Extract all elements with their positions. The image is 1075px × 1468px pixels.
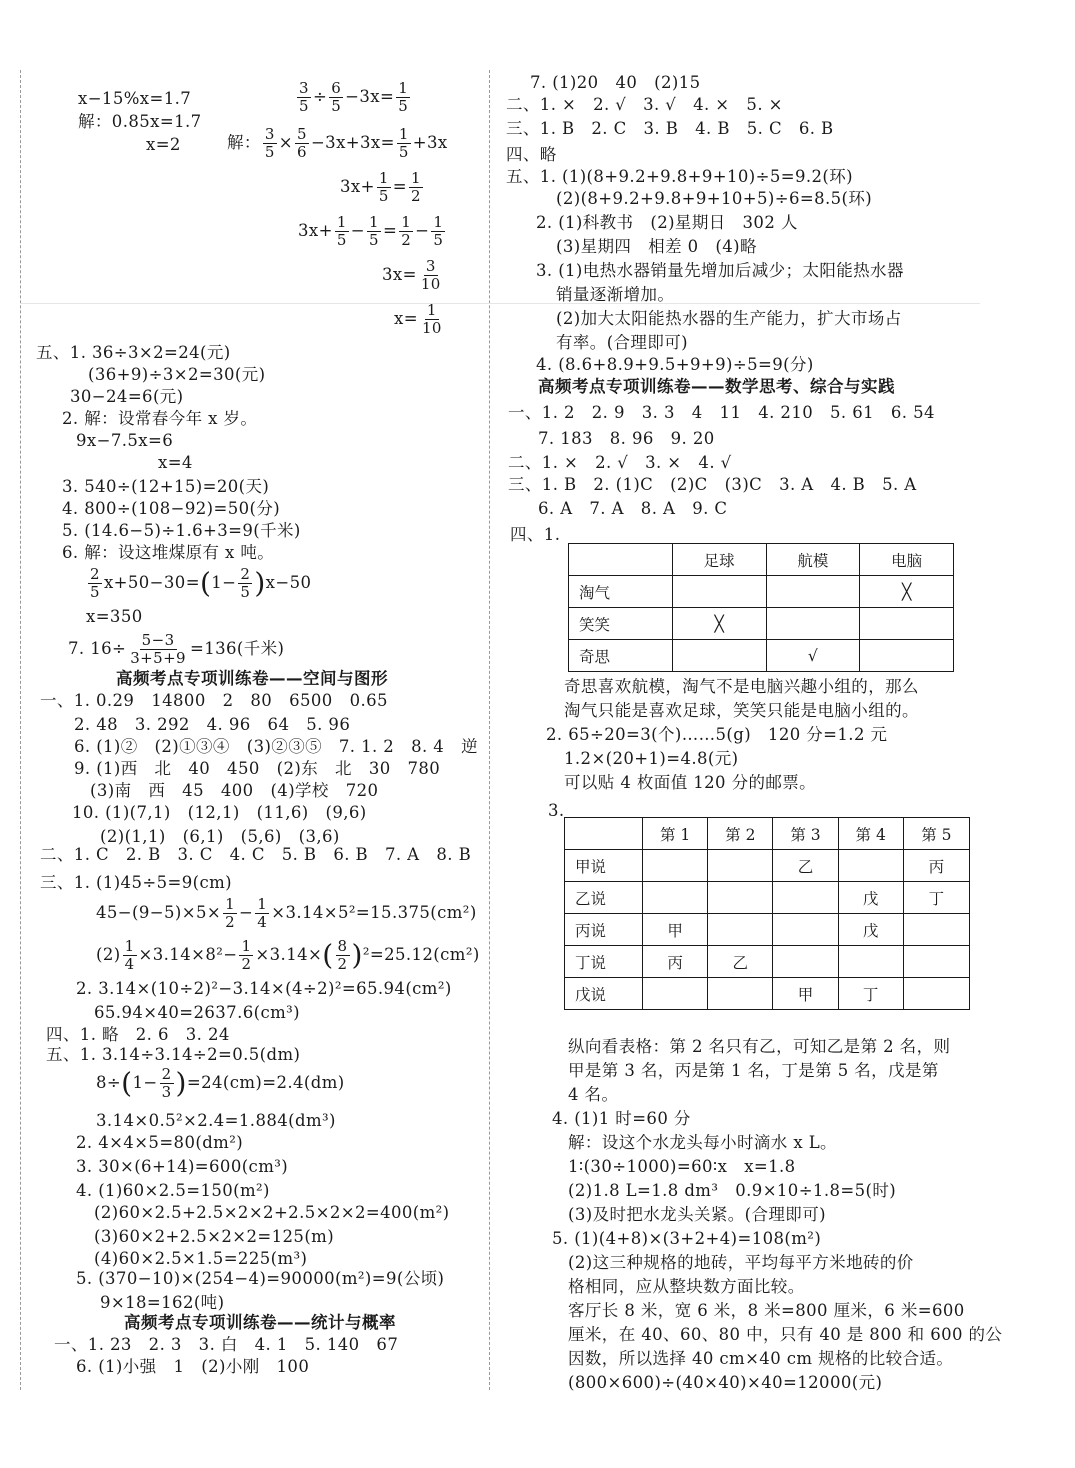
- eq-a-line: 解：0.85x=1.7: [78, 112, 202, 131]
- answer-line: x=4: [158, 453, 193, 472]
- answer-line: 淘气只能是喜欢足球，笑笑只能是电脑小组的。: [564, 701, 919, 720]
- answer-line: 4. 800÷(108−92)=50(分): [62, 499, 281, 518]
- answer-line: (2)1.8 L=1.8 dm³ 0.9×10÷1.8=5(时): [568, 1181, 897, 1200]
- table-row-header: 淘气: [569, 576, 673, 608]
- table-row-header: 乙说: [565, 882, 643, 914]
- answer-line: 甲是第 3 名，丙是第 1 名，丁是第 5 名，戊是第: [568, 1061, 939, 1080]
- eq-b-line-4: 3x+ $\frac{1}{5}$ − $\frac{1}{5}$ = $\frac{1}{2}$ − $\frac{1}{5}$: [298, 213, 444, 249]
- answer-line: 解：设这个水龙头每小时滴水 x L。: [568, 1133, 837, 1152]
- answer-line: 有率。(合理即可): [556, 333, 688, 352]
- table-cell: [708, 882, 773, 914]
- interest-group-table: [568, 543, 954, 672]
- table-cell: [766, 576, 860, 608]
- table-cell: [838, 946, 903, 978]
- answer-line: 四、略: [506, 145, 557, 164]
- answer-line: 3. 540÷(12+15)=20(天): [62, 477, 270, 496]
- table-cell: [708, 850, 773, 882]
- q7-equation: 7. 16÷ $\frac{5-3}{3+5+9}$ =136(千米): [68, 631, 285, 667]
- answer-line: 三、1. (1)45÷5=9(cm): [40, 873, 232, 892]
- eq-b-line-1: $\frac{3}{5}$ ÷ $\frac{6}{5}$ −3x= $\frac{1}{5}$: [299, 79, 409, 115]
- answer-line: 3.: [548, 801, 565, 820]
- table-row-header: 戊说: [565, 978, 643, 1010]
- answer-line: (2)60×2.5+2.5×2×2+2.5×2×2=400(m²): [94, 1203, 450, 1222]
- table-cell: 乙: [708, 946, 773, 978]
- eq-b-line-3: 3x+ $\frac{1}{5}$ = $\frac{1}{2}$: [340, 169, 421, 205]
- answer-line: 一、1. 2 2. 9 3. 3 4 11 4. 210 5. 61 6. 54: [508, 403, 935, 422]
- answer-line: 3. (1)电热水器销量先增加后减少；太阳能热水器: [536, 261, 904, 280]
- answer-line: 30−24=6(元): [70, 387, 184, 406]
- answer-line: 4. (1)60×2.5=150(m²): [76, 1181, 270, 1200]
- table-cell: 丁: [903, 882, 969, 914]
- answer-line: 10. (1)(7,1) (12,1) (11,6) (9,6): [72, 803, 367, 822]
- table-header-cell: 航模: [766, 544, 860, 576]
- table-cell: [708, 978, 773, 1010]
- answer-line: 9x−7.5x=6: [76, 431, 174, 450]
- answer-line: (2)(1,1) (6,1) (5,6) (3,6): [100, 827, 340, 846]
- answer-line: 7. 183 8. 96 9. 20: [538, 429, 715, 448]
- table-header-cell: 第 4: [838, 818, 903, 850]
- answer-line: (3)60×2+2.5×2×2=125(m): [94, 1227, 335, 1246]
- table-cell: [773, 882, 838, 914]
- table-cell: [903, 946, 969, 978]
- answer-line: 4 名。: [568, 1085, 619, 1104]
- answer-line: 二、1. × 2. √ 3. √ 4. × 5. ×: [506, 95, 783, 114]
- table-cell: 丁: [838, 978, 903, 1010]
- table-cell: ╳: [672, 608, 766, 640]
- table-cell: [643, 978, 708, 1010]
- table-cell: √: [766, 640, 860, 672]
- answer-line: 销量逐渐增加。: [556, 285, 675, 304]
- eq-b-line-5: 3x= $\frac{3}{10}$: [382, 257, 441, 293]
- eq-a-line: x=2: [146, 135, 181, 154]
- table-header-cell: 第 1: [643, 818, 708, 850]
- answer-line: 客厅长 8 米，宽 6 米，8 米=800 厘米，6 米=600: [568, 1301, 965, 1320]
- answer-line: 1.2×(20+1)=4.8(元): [564, 749, 739, 768]
- answer-line: 4. (1)1 时=60 分: [552, 1109, 691, 1128]
- table-header-cell: 第 5: [903, 818, 969, 850]
- table-cell: [773, 946, 838, 978]
- answer-line: 2. (1)科教书 (2)星期日 302 人: [536, 213, 798, 232]
- answer-line: (36+9)÷3×2=30(元): [88, 365, 266, 384]
- table-cell: [708, 914, 773, 946]
- table-header-cell: 足球: [672, 544, 766, 576]
- answer-line: 二、1. C 2. B 3. C 4. C 5. B 6. B 7. A 8. B: [40, 845, 472, 864]
- answer-line: 纵向看表格：第 2 名只有乙，可知乙是第 2 名，则: [568, 1037, 951, 1056]
- table-cell: [860, 608, 954, 640]
- answer-line: (2)这三种规格的地砖，平均每平方米地砖的价: [568, 1253, 914, 1272]
- answer-line: 五、1. (1)(8+9.2+9.8+9+10)÷5=9.2(环): [506, 167, 853, 186]
- answer-line: 五、1. 3.14÷3.14÷2=0.5(dm): [46, 1045, 301, 1064]
- answer-line: 2. 65÷20=3(个)……5(g) 120 分=1.2 元: [546, 725, 888, 744]
- column-divider: [489, 70, 490, 1390]
- answer-line: 9. (1)西 北 40 450 (2)东 北 30 780: [74, 759, 441, 778]
- answer-line: 6. A 7. A 8. A 9. C: [538, 499, 728, 518]
- answer-line: 2. 48 3. 292 4. 96 64 5. 96: [74, 715, 351, 734]
- table-cell: 甲: [773, 978, 838, 1010]
- table-cell: [766, 608, 860, 640]
- answer-line: (2)(8+9.2+9.8+9+10+5)÷6=8.5(环): [556, 189, 873, 208]
- table-cell: 丙: [643, 946, 708, 978]
- answer-line: 可以贴 4 枚面值 120 分的邮票。: [564, 773, 817, 792]
- answer-line: 因数，所以选择 40 cm×40 cm 规格的比较合适。: [568, 1349, 954, 1368]
- eq-b-line-6: x= $\frac{1}{10}$: [394, 301, 442, 337]
- table-cell: [643, 882, 708, 914]
- answer-line: 4. (8.6+8.9+9.5+9+9)÷5=9(分): [536, 355, 814, 374]
- answer-line: 6. 解：设这堆煤原有 x 吨。: [62, 543, 275, 562]
- answer-line: 2. 解：设常春今年 x 岁。: [62, 409, 258, 428]
- answer-line: 5. (370−10)×(254−4)=90000(m²)=9(公顷): [76, 1269, 445, 1288]
- q6-equation: $\frac{2}{5}$ x+50−30=(1− $\frac{2}{5}$ )x−50: [90, 565, 312, 601]
- table-cell: 戊: [838, 914, 903, 946]
- geometry-eq-3: 8÷(1− $\frac{2}{3}$ )=24(cm)=2.4(dm): [96, 1065, 345, 1101]
- answer-line: 1∶(30÷1000)=60∶x x=1.8: [568, 1157, 796, 1176]
- answer-line: 2. 3.14×(10÷2)²−3.14×(4÷2)²=65.94(cm²): [76, 979, 452, 998]
- table-header-cell: 电脑: [860, 544, 954, 576]
- answer-line: 四、1.: [510, 525, 561, 544]
- answer-line: 3. 30×(6+14)=600(cm³): [76, 1157, 289, 1176]
- answer-line: 3.14×0.5²×2.4=1.884(dm³): [96, 1111, 336, 1130]
- answer-line: (3)星期四 相差 0 (4)略: [556, 237, 757, 256]
- table-row-header: 丙说: [565, 914, 643, 946]
- fold-line: [20, 303, 980, 304]
- table-header-cell: [565, 818, 643, 850]
- geometry-eq-1: 45−(9−5)×5× $\frac{1}{2}$ − $\frac{1}{4}$ ×3.14×5²=15.375(cm²): [96, 895, 477, 931]
- section-title: 高频考点专项训练卷——空间与图形: [116, 669, 388, 688]
- answer-line: 一、1. 23 2. 3 3. 白 4. 1 5. 140 67: [54, 1335, 399, 1354]
- answer-line: 65.94×40=2637.6(cm³): [94, 1003, 300, 1022]
- answer-line: 三、1. B 2. C 3. B 4. B 5. C 6. B: [506, 119, 834, 138]
- eq-b-line-2: 解： $\frac{3}{5}$ × $\frac{5}{6}$ −3x+3x= $\frac{1}{5}$ +3x: [227, 125, 448, 161]
- ranking-table: [564, 817, 970, 1010]
- answer-line: 6. (1)② (2)①③④ (3)②③⑤ 7. 1. 2 8. 4 逆: [74, 737, 478, 756]
- left-margin-rule: [20, 70, 21, 1390]
- table-cell: ╳: [860, 576, 954, 608]
- answer-line: (2)加大太阳能热水器的生产能力，扩大市场占: [556, 309, 902, 328]
- table-cell: [643, 850, 708, 882]
- answer-line: 五、1. 36÷3×2=24(元): [36, 343, 231, 362]
- table-row-header: 笑笑: [569, 608, 673, 640]
- table-cell: 乙: [773, 850, 838, 882]
- table-cell: [672, 576, 766, 608]
- answer-line: 一、1. 0.29 14800 2 80 6500 0.65: [40, 691, 388, 710]
- answer-line: x=350: [86, 607, 143, 626]
- section-title: 高频考点专项训练卷——统计与概率: [124, 1313, 396, 1332]
- table-cell: [672, 640, 766, 672]
- answer-line: 厘米，在 40、60、80 中，只有 40 是 800 和 600 的公: [568, 1325, 1003, 1344]
- eq-a-line: x−15%x=1.7: [78, 89, 192, 108]
- table-cell: 甲: [643, 914, 708, 946]
- table-header-cell: [569, 544, 673, 576]
- table-cell: [773, 914, 838, 946]
- answer-line: 9×18=162(吨): [100, 1293, 225, 1312]
- answer-line: 三、1. B 2. (1)C (2)C (3)C 3. A 4. B 5. A: [508, 475, 917, 494]
- table-row-header: 丁说: [565, 946, 643, 978]
- answer-line: 格相同，应从整块数方面比较。: [568, 1277, 805, 1296]
- section-title: 高频考点专项训练卷——数学思考、综合与实践: [538, 377, 895, 396]
- answer-line: (3)南 西 45 400 (4)学校 720: [90, 781, 379, 800]
- answer-line: 二、1. × 2. √ 3. × 4. √: [508, 453, 732, 472]
- geometry-eq-2: (2) $\frac{1}{4}$ ×3.14×8²− $\frac{1}{2}$ ×3.14×( $\frac{8}{2}$ )²=25.12(cm²): [96, 937, 480, 973]
- table-cell: 丙: [903, 850, 969, 882]
- answer-line: 奇思喜欢航模，淘气不是电脑兴趣小组的，那么: [564, 677, 919, 696]
- table-cell: [838, 850, 903, 882]
- table-header-cell: 第 2: [708, 818, 773, 850]
- table-row-header: 甲说: [565, 850, 643, 882]
- answer-line: 四、1. 略 2. 6 3. 24: [46, 1025, 230, 1044]
- table-cell: [903, 914, 969, 946]
- answer-line: 5. (14.6−5)÷1.6+3=9(千米): [62, 521, 301, 540]
- table-row-header: 奇思: [569, 640, 673, 672]
- table-header-cell: 第 3: [773, 818, 838, 850]
- answer-line: (800×600)÷(40×40)×40=12000(元): [568, 1373, 883, 1392]
- table-cell: [860, 640, 954, 672]
- answer-line: 7. (1)20 40 (2)15: [530, 73, 701, 92]
- table-cell: 戊: [838, 882, 903, 914]
- answer-line: 2. 4×4×5=80(dm²): [76, 1133, 244, 1152]
- answer-line: (4)60×2.5×1.5=225(m³): [94, 1249, 308, 1268]
- answer-line: (3)及时把水龙头关紧。(合理即可): [568, 1205, 826, 1224]
- answer-line: 5. (1)(4+8)×(3+2+4)=108(m²): [552, 1229, 822, 1248]
- table-cell: [903, 978, 969, 1010]
- answer-line: 6. (1)小强 1 (2)小刚 100: [76, 1357, 310, 1376]
